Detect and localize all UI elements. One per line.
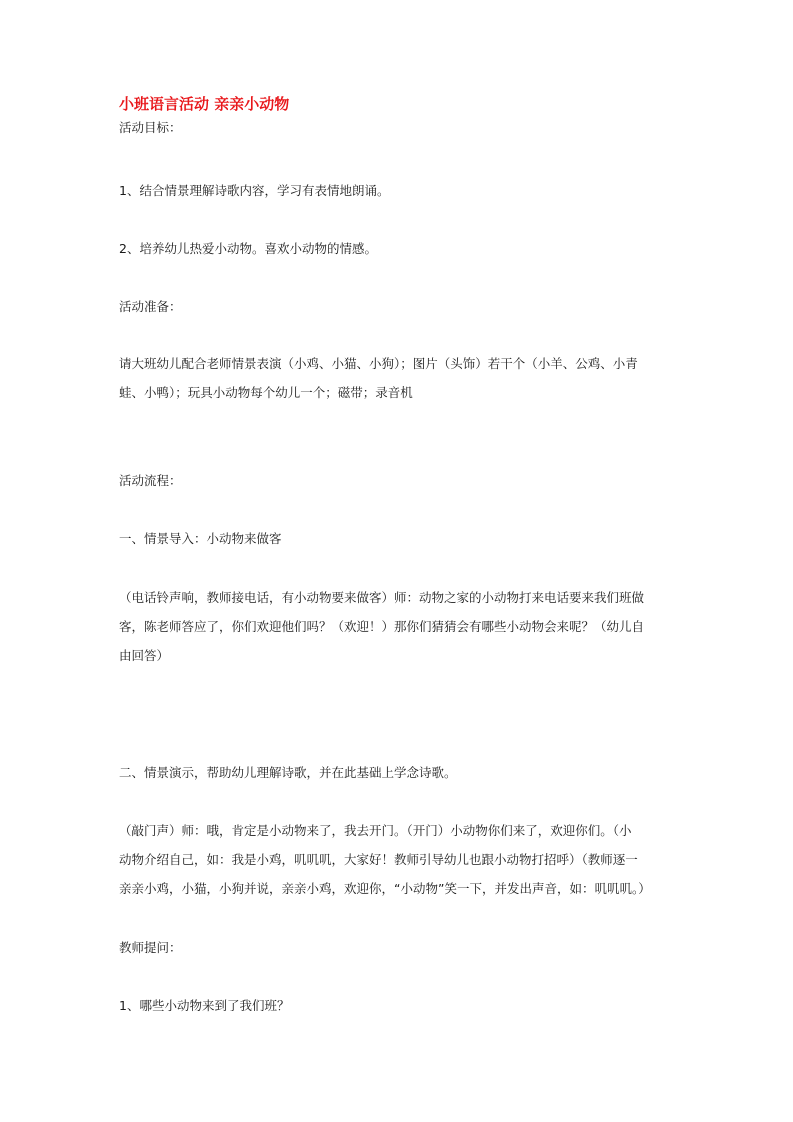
step1-heading: 一、情景导入：小动物来做客: [119, 531, 282, 546]
step1-line-3: 由回答）: [119, 648, 170, 663]
prep-line-1: 请大班幼儿配合老师情景表演（小鸡、小猫、小狗）；图片（头饰）若干个（小羊、公鸡、小青: [119, 356, 638, 371]
document-page: [119, 92, 679, 1013]
question-item-1: 1、哪些小动物来到了我们班？: [119, 998, 290, 1013]
document-title: 小班语言活动 亲亲小动物: [119, 95, 290, 113]
step1-line-2: 客，陈老师答应了，你们欢迎他们吗？（欢迎！）那你们猜猜会有哪些小动物会来呢？（幼儿自: [119, 619, 645, 634]
flow-heading: 活动流程：: [119, 473, 182, 488]
goal-heading: 活动目标：: [119, 120, 182, 135]
goal-item-2: 2、培养幼儿热爱小动物。喜欢小动物的情感。: [119, 241, 377, 256]
prep-heading: 活动准备：: [119, 299, 182, 314]
step1-line-1: （电话铃声响，教师接电话，有小动物要来做客）师：动物之家的小动物打来电话要来我们班做: [119, 590, 645, 605]
question-heading: 教师提问：: [119, 940, 182, 955]
step2-line-2: 动物介绍自己，如：我是小鸡，叽叽叽，大家好！教师引导幼儿也跟小动物打招呼）（教师逐一: [119, 852, 638, 867]
prep-line-2: 蛙、小鸭）；玩具小动物每个幼儿一个；磁带；录音机: [119, 385, 413, 400]
step2-heading: 二、情景演示，帮助幼儿理解诗歌，并在此基础上学念诗歌。: [119, 765, 457, 780]
step2-line-3: 亲亲小鸡，小猫，小狗并说，亲亲小鸡，欢迎你，“小动物”笑一下，并发出声音，如：叽叽叽。）: [119, 881, 651, 896]
goal-item-1: 1、结合情景理解诗歌内容，学习有表情地朗诵。: [119, 183, 390, 198]
step2-line-1: （敲门声）师：哦，肯定是小动物来了，我去开门。（开门）小动物你们来了，欢迎你们。（小: [119, 823, 632, 838]
